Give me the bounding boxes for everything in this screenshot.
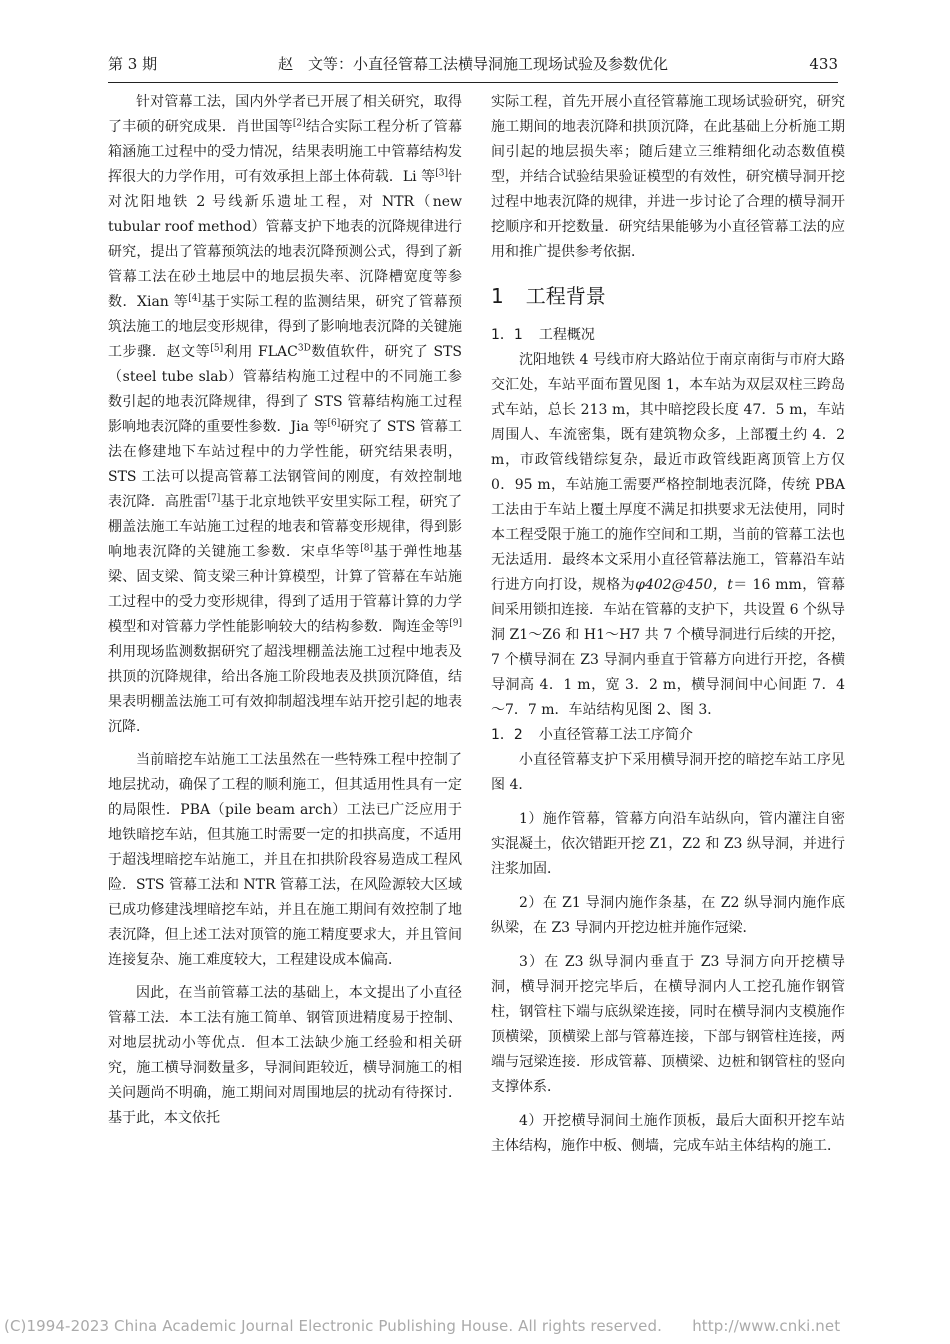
citation-ref: [4]	[188, 293, 202, 304]
text-run: 基于弹性地基梁、固支梁、简支梁三种计算模型，计算了管幕在车站施工过程中的受力变形规律，得到了适用于管幕计算的力学模型和对管幕力学性能影响较大的结构参数．陶连金等	[108, 544, 463, 635]
subsection-heading	[491, 323, 845, 348]
section-title: 工程背景	[525, 284, 606, 308]
text-run: 针对沈阳地铁 2 号线新乐遗址工程，对 NTR（new tubular roof method）管幕支护下地表的沉降规律进行研究，提出了管幕预筑法的地表沉降预测公式，得到了新管幕工法在砂土地层中的地层损失率、沉降槽宽度等参数．Xian 等	[108, 169, 462, 310]
procedure-step: 2）在 Z1 导洞内施作条基，在 Z2 纵导洞内施作底纵梁，在 Z3 导洞内开挖边桩并施作冠梁．	[491, 895, 845, 936]
running-header	[108, 52, 838, 76]
subsection-title: 工程概况	[538, 327, 595, 343]
running-title: 赵 文等：小直径管幕工法横导洞施工现场试验及参数优化	[277, 55, 668, 73]
citation-ref: [9]	[449, 618, 462, 629]
copyright-footer: (C)1994-2023 China Academic Journal Electronic Publishing House. All rights reserved. http://www.cnki.net	[4, 1317, 841, 1335]
paragraph-proposal: 因此，在当前管幕工法的基础上，本文提出了小直径管幕工法．本工法有施工简单、钢管顶进精度易于控制、对地层扰动小等优点．但本工法缺少施工经验和相关研究，施工横导洞数量多，导洞间距较近，横导洞施工的相关问题尚不明确，施工期间对周围地层的扰动有待探讨．基于此，本文依托	[108, 985, 462, 1126]
paragraph-continuation: 实际工程，首先开展小直径管幕施工现场试验研究，研究施工期间的地表沉降和拱顶沉降，在此基础上分析施工期间引起的地层损失率；随后建立三维精细化动态数值模型，并结合试验结果验证模型的有效性，研究横导洞开挖过程中地表沉降的规律，并进一步讨论了合理的横导洞开挖顺序和开挖数量．研究结果能够为小直径管幕工法的应用和推广提供参考依据．	[491, 94, 845, 260]
procedure-step: 4）开挖横导洞间土施作顶板，最后大面积开挖车站主体结构，施作中板、侧墙，完成车站主体结构的施工．	[491, 1113, 845, 1154]
subsection-title: 小直径管幕工法工序简介	[538, 727, 693, 743]
text-run: 基于北京地铁平安里实际工程，研究了棚盖法施工车站施工过程的地表和管幕变形规律，得到影响地表沉降的关键施工参数．宋卓华等	[108, 494, 462, 560]
text-run: 数值软件，研究了 STS（steel tube slab）管幕结构施工过程中的不同施工参数引起的地表沉降规律，得到了 STS 管幕结构施工过程影响地表沉降的重要性参数．Jia 等	[108, 344, 462, 435]
citation-ref: [3]	[435, 168, 448, 179]
citation-ref: [8]	[360, 543, 373, 554]
text-run: 基于实际工程的监测结果，研究了管幕预筑法施工的地层变形规律，得到了影响地表沉降的关键施工步骤．赵文等	[108, 294, 463, 360]
subsection-heading	[491, 723, 845, 748]
issue-label: 第 3 期	[108, 55, 158, 73]
header-rule	[108, 82, 838, 83]
variable-t: t	[727, 577, 733, 593]
text-run: 针对管幕工法，国内外学者已开展了相关研究，取得了丰硕的研究成果．肖世国等	[108, 94, 462, 135]
procedure-step: 1）施作管幕，管幕方向沿车站纵向，管内灌注自密实混凝土，依次错距开挖 Z1，Z2 和 Z3 纵导洞，并进行注浆加固．	[491, 811, 845, 877]
subsection-number: 1．1	[491, 327, 523, 343]
superscript-3d: 3D	[297, 343, 311, 354]
section-heading	[491, 283, 845, 309]
right-column	[491, 90, 845, 1159]
paragraph-literature-review	[108, 90, 462, 740]
paragraph-limitations: 当前暗挖车站施工工法虽然在一些特殊工程中控制了地层扰动，确保了工程的顺利施工，但其适用性具有一定的局限性．PBA（pile beam arch）工法已广泛应用于地铁暗挖车站，但其施工时需要一定的扣拱高度，不适用于超浅埋暗挖车站施工，并且在扣拱阶段容易造成工程风险．STS 管幕工法和 NTR 管幕工法，在风险源较大区域已成功修建浅埋暗挖车站，并且在施工期间有效控制了地表沉降，但上述工法对顶管的施工精度要求大，并且管间连接复杂、施工难度较大，工程建设成本偏高．	[108, 752, 462, 968]
paragraph-project-overview	[491, 348, 845, 723]
citation-ref: [2]	[292, 118, 306, 129]
text-run: 沈阳地铁 4 号线市府大路站位于南京南街与市府大路交汇处，车站平面布置见图 1，本车站为双层双柱三跨岛式车站，总长 213 m，其中暗挖段长度 47．5 m，车站周围人、车流密集，既有建筑物众多，上部覆土约 4．2 m，市政管线错综复杂，最近市政管线距离顶管上方仅 0．95 m，车站施工需要严格控制地表沉降，传统 PBA 工法由于车站上覆土厚度不满足扣拱要求无法使用，同时本工程受限于施工的施作空间和工期，当前的管幕工法也无法适用．最终本文采用小直径管幕法施工，管幕沿车站行进方向打设，规格为	[491, 352, 845, 593]
procedure-step: 3）在 Z3 纵导洞内垂直于 Z3 导洞方向开挖横导洞，横导洞开挖完毕后，在横导洞内人工挖孔施作钢管柱，钢管柱下端与底纵梁连接，同时在横导洞内支模施作顶横梁，顶横梁上部与管幕连接，下部与钢管柱连接，两端与冠梁连接．形成管幕、顶横梁、边桩和钢管柱的竖向支撑体系．	[491, 954, 845, 1095]
pipe-spec: φ402@450，	[635, 577, 728, 593]
text-run: 利用 FLAC	[223, 344, 298, 360]
text-run: 利用现场监测数据研究了超浅埋棚盖法施工过程中地表及拱顶的沉降规律，给出各施工阶段地表及拱顶沉降值，结果表明棚盖法施工可有效抑制超浅埋车站开挖引起的地表沉降．	[108, 644, 462, 735]
citation-ref: [6]	[327, 418, 341, 429]
text-run: 结合实际工程分析了管幕箱涵施工过程中的受力情况，结果表明施工中管幕结构发挥很大的力学作用，可有效承担上部土体荷载．Li 等	[108, 119, 462, 185]
section-number: 1	[491, 284, 504, 308]
left-column	[108, 90, 462, 1131]
text-run: 研究了 STS 管幕工法在修建地下车站过程中的力学性能，研究结果表明，STS 工法可以提高管幕工法钢管间的刚度，有效控制地表沉降．高胜雷	[108, 419, 462, 510]
paragraph-procedure-intro: 小直径管幕支护下采用横导洞开挖的暗挖车站工序见图 4．	[491, 752, 845, 793]
citation-ref: [7]	[207, 493, 221, 504]
subsection-number: 1．2	[491, 727, 523, 743]
page-number: 433	[809, 55, 838, 73]
citation-ref: [5]	[210, 343, 224, 354]
text-run: ＝ 16 mm，管幕间采用锁扣连接．车站在管幕的支护下，共设置 6 个纵导洞 Z1～Z6 和 H1～H7 共 7 个横导洞进行后续的开挖，7 个横导洞在 Z3 导洞内垂直于管幕方向进行开挖，各横导洞高 4．1 m，宽 3．2 m，横导洞间中心间距 7．4～7．7 m．车站结构见图 2、图 3．	[491, 577, 846, 718]
